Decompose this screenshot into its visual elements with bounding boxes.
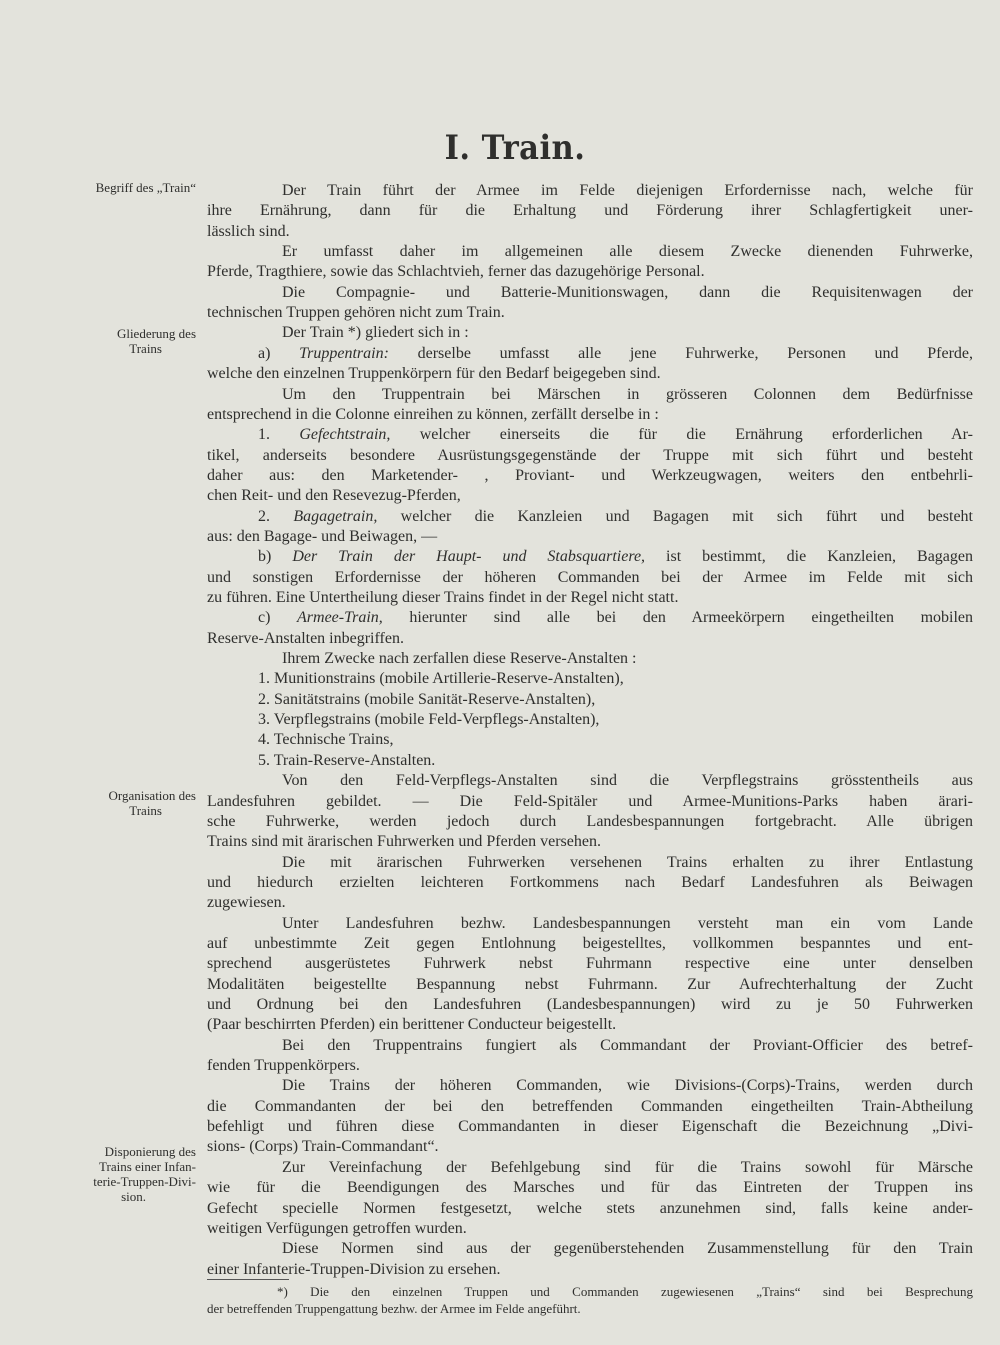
margin-note-line: terie-Truppen-Divi- [93, 1174, 196, 1189]
line-segment: c) [258, 609, 298, 627]
line-segment: welcher einerseits die für die Ernährung erforderlichen Ar- [390, 426, 973, 444]
body-line: die Commandanten der bei den betreffenden Commanden eingetheilten Train-Abtheilung [207, 1097, 973, 1115]
body-line: Die Trains der höheren Commanden, wie Divisions-(Corps)-Trains, werden durch [282, 1077, 973, 1095]
body-line: und Ordnung bei den Landesfuhren (Landesbespannungen) wird zu je 50 Fuhrwerken [207, 996, 973, 1013]
body-line: Von den Feld-Verpflegs-Anstalten sind die Verpflegstrains grösstentheils aus [282, 772, 973, 790]
body-line: wie für die Beendigungen des Marsches und für das Eintreten der Truppen ins [207, 1179, 973, 1197]
margin-note-line: Trains einer Infan- [99, 1159, 196, 1174]
body-line: ihre Ernährung, dann für die Erhaltung und Förderung ihrer Schlagfertigkeit uner- [207, 202, 973, 220]
body-line: auf unbestimmte Zeit gegen Entlohnung beigestelltes, vollkommen bespanntes und ent- [207, 934, 973, 952]
body-line: 5. Train-Reserve-Anstalten. [258, 751, 436, 769]
line-segment: 1. [258, 426, 300, 444]
body-line [258, 344, 973, 364]
margin-note-line: Organisation des [108, 788, 196, 803]
body-line: 3. Verpflegstrains (mobile Feld-Verpflegs-Anstalten), [258, 711, 600, 729]
line-segment: b) [258, 548, 293, 566]
body-line: Modalitäten beigestellte Bespannung nebst Fuhrmann. Zur Aufrechterhaltung der Zucht [207, 975, 973, 993]
body-line: welche den einzelnen Truppenkörpern für den Bedarf beigegeben sind. [207, 365, 661, 383]
margin-note-line: Trains [129, 803, 162, 818]
body-line [258, 425, 973, 445]
body-line: Pferde, Tragthiere, sowie das Schlachtvieh, ferner das dazugehörige Personal. [207, 263, 705, 281]
line-segment: welcher die Kanzleien und Bagagen mit sich führt und besteht [377, 507, 974, 525]
italic-term: Truppentrain: [299, 344, 389, 362]
body-line: Der Train führt der Armee im Felde diejenigen Erfordernisse nach, welche für [282, 182, 973, 199]
margin-note-line: sion. [121, 1189, 146, 1204]
body-line [258, 507, 973, 527]
italic-term: Armee-Train, [297, 609, 383, 627]
body-line: weitigen Verfügungen getroffen wurden. [207, 1219, 467, 1237]
body-line: Trains sind mit ärarischen Fuhrwerken und Pferden versehen. [207, 833, 601, 851]
line-segment: derselbe umfasst alle jene Fuhrwerke, Personen und Pferde, [388, 344, 973, 362]
body-line: einer Infanterie-Truppen-Division zu ersehen. [207, 1260, 501, 1278]
body-line: Zur Vereinfachung der Befehlgebung sind für die Trains sowohl für Märsche [282, 1158, 973, 1176]
body-line: zu führen. Eine Untertheilung dieser Trains findet in der Regel nicht statt. [207, 589, 679, 606]
footnote-line: der betreffenden Truppengattung bezhw. der Armee im Felde angeführt. [207, 1301, 581, 1316]
body-line: Gefecht specielle Normen festgesetzt, welche stets anzunehmen sind, falls keine ander- [207, 1199, 973, 1217]
body-line: Diese Normen sind aus der gegenüberstehenden Zusammenstellung für den Train [282, 1240, 973, 1258]
margin-note-line: Gliederung des [116, 326, 196, 341]
body-line: 4. Technische Trains, [258, 731, 394, 749]
body-line: tikel, anderseits besondere Ausrüstungsgegenstände der Truppe mit sich führt und besteht [207, 446, 973, 464]
body-line: Er umfasst daher im allgemeinen alle diesem Zwecke dienenden Fuhrwerke, [282, 243, 973, 261]
body-line: aus: den Bagage- und Beiwagen, — [207, 527, 438, 545]
body-line: 1. Munitionstrains (mobile Artillerie-Reserve-Anstalten), [258, 670, 624, 688]
margin-note-gliederung [58, 326, 196, 356]
body-line: Der Train *) gliedert sich in : [282, 324, 469, 342]
body-line: Reserve-Anstalten inbegriffen. [207, 629, 404, 647]
body-line: entsprechend in die Colonne einreihen zu können, zerfällt derselbe in : [207, 405, 659, 423]
body-line: (Paar beschirrten Pferden) ein berittener Conducteur beigestellt. [207, 1016, 617, 1034]
body-line: Unter Landesfuhren bezhw. Landesbespannungen versteht man ein vom Lande [282, 914, 973, 932]
margin-note-line: Trains [129, 341, 162, 356]
margin-note-disponierung [58, 1144, 196, 1204]
body-line: und hiedurch erzielten leichteren Fortkommens nach Bedarf Landesfuhren als Beiwagen [207, 873, 973, 891]
body-line: Die Compagnie- und Batterie-Munitionswagen, dann die Requisitenwagen der [282, 283, 973, 301]
body-line: sions- (Corps) Train-Commandant“. [207, 1138, 439, 1156]
italic-term: Der Train der Haupt- und Stabsquartiere, [292, 548, 646, 566]
margin-note-line: Begriff des „Train“ [95, 180, 196, 195]
body-line: Die mit ärarischen Fuhrwerken versehenen Trains erhalten zu ihrer Entlastung [282, 853, 973, 871]
body-line: befehligt und führen diese Commandanten in dieser Eigenschaft die Bezeichnung „Divi- [207, 1118, 973, 1136]
body-line: sche Fuhrwerke, werden jedoch durch Landesbespannungen fortgebracht. Alle übrigen [207, 812, 973, 830]
margin-note-organisation [58, 788, 196, 818]
body-line: zugewiesen. [207, 894, 286, 912]
body-line: 2. Sanitätstrains (mobile Sanität-Reserve-Anstalten), [258, 690, 596, 708]
body-line: Bei den Truppentrains fungiert als Commandant der Proviant-Officier des betref- [282, 1036, 973, 1054]
body-line: lässlich sind. [207, 222, 290, 240]
footnote-line: *) Die den einzelnen Truppen und Commanden zugewiesenen „Trains“ sind bei Besprechung [277, 1284, 973, 1299]
page-title: I. Train. [444, 128, 586, 168]
body-line: sprechend ausgerüstetes Fuhrwerk nebst Fuhrmann respective eine unter denselben [207, 955, 973, 973]
margin-note-line: Disponierung des [104, 1144, 196, 1159]
body-line: chen Reit- und den Resevezug-Pferden, [207, 487, 461, 505]
margin-note-begriff [58, 180, 196, 195]
body-line: Landesfuhren gebildet. — Die Feld-Spitäler und Armee-Munitions-Parks haben ärari- [207, 792, 973, 810]
italic-term: Gefechtstrain, [299, 426, 391, 444]
body-line: Um den Truppentrain bei Märschen in grösseren Colonnen dem Bedürfnisse [282, 385, 973, 403]
line-segment: ist bestimmt, die Kanzleien, Bagagen [645, 548, 974, 566]
line-segment: hierunter sind alle bei den Armeekörpern eingetheilten mobilen [382, 609, 974, 627]
italic-term: Bagagetrain, [293, 507, 378, 525]
line-segment: 2. [258, 507, 294, 525]
body-line [258, 608, 973, 628]
body-line [258, 547, 973, 567]
body-line: und sonstigen Erfordernisse der höheren Commanden bei der Armee im Felde mit sich [207, 568, 973, 586]
line-segment: a) [258, 344, 300, 362]
footnote-rule [207, 1279, 289, 1280]
body-line: Ihrem Zwecke nach zerfallen diese Reserve-Anstalten : [282, 650, 637, 668]
body-line: daher aus: den Marketender- , Proviant- und Werkzeugwagen, weiters den entbehrli- [207, 466, 973, 484]
body-line: fenden Truppenkörpers. [207, 1057, 360, 1075]
body-line: technischen Truppen gehören nicht zum Train. [207, 304, 505, 322]
